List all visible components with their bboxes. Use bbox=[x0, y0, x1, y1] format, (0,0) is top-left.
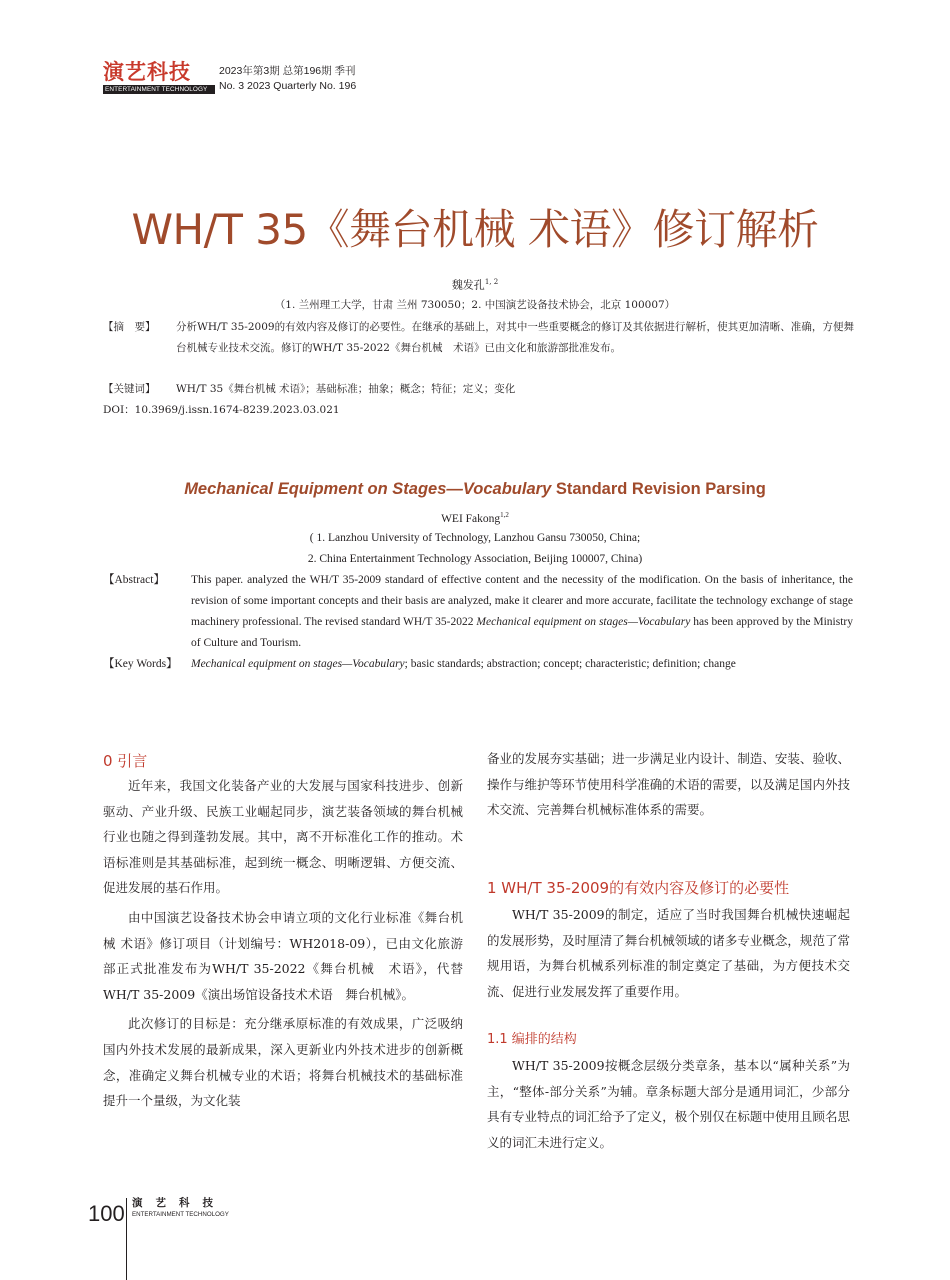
author-cn bbox=[0, 273, 950, 295]
issue-info-cn: 2023年第3期 总第196期 季刊 bbox=[219, 65, 356, 77]
paragraph-1: 近年来，我国文化装备产业的大发展与国家科技进步、创新驱动、产业升级、民族工业崛起同步，演艺装备领域的舞台机械行业也随之得到蓬勃发展。其中，离不开标准化工作的推动。术语标准则是其基础标准，起到统一概念、明晰逻辑、方便交流、促进发展的基石作用。 bbox=[103, 778, 463, 896]
section-0-heading: 0 引言 bbox=[103, 752, 148, 770]
english-title-italic: Mechanical Equipment on Stages—Vocabulary bbox=[184, 480, 552, 498]
paragraph-3: 此次修订的目标是：充分继承原标准的有效成果，广泛吸纳国内外技术发展的最新成果，深入更新业内外技术进步的创新概念，准确定义舞台机械专业的术语；将舞台机械技术的基础标准提升一个量级，为文化装 bbox=[103, 1016, 463, 1109]
english-keywords bbox=[191, 654, 853, 675]
right-column-section-1-1 bbox=[487, 1053, 850, 1155]
issue-info bbox=[219, 64, 356, 94]
paragraph-4: WH/T 35-2009的制定，适应了当时我国舞台机械快速崛起的发展形势，及时厘清了舞台机械领域的诸多专业概念，规范了常规用语，为舞台机械系列标准的制定奠定了基础，为方便技术交流、促进行业发展发挥了重要作用。 bbox=[487, 907, 850, 999]
english-author bbox=[0, 506, 950, 528]
english-affiliation-line2: 2. China Entertainment Technology Association, Beijing 100007, China) bbox=[307, 553, 643, 565]
english-title bbox=[0, 478, 950, 500]
english-affiliation-line1: ( 1. Lanzhou University of Technology, Lanzhou Gansu 730050, China; bbox=[309, 532, 641, 544]
page-number: 100 bbox=[88, 1201, 125, 1226]
journal-logo-cn: 演艺科技 bbox=[103, 60, 191, 84]
english-keywords-label: 【Key Words】 bbox=[103, 658, 178, 670]
paragraph-3-continued: 备业的发展夯实基础；进一步满足业内设计、制造、安装、验收、操作与维护等环节使用科学准确的术语的需要，以及满足国内外技术交流、完善舞台机械标准体系的需要。 bbox=[487, 751, 850, 818]
journal-logo-en: ENTERTAINMENT TECHNOLOGY bbox=[103, 85, 215, 94]
right-column-top bbox=[487, 746, 850, 823]
english-abstract bbox=[191, 570, 853, 654]
english-abstract-end: has been approved by the Ministry of Culture and Tourism. bbox=[191, 616, 854, 649]
journal-logo bbox=[103, 60, 215, 96]
affiliation-cn: （1. 兰州理工大学，甘肃 兰州 730050；2. 中国演艺设备技术协会，北京 100007） bbox=[274, 299, 676, 311]
doi: DOI：10.3969/j.issn.1674-8239.2023.03.021 bbox=[103, 404, 340, 416]
left-column bbox=[103, 773, 463, 1114]
english-author-affil-marker: 1,2 bbox=[500, 511, 509, 519]
english-abstract-italic: Mechanical equipment on stages—Vocabulary bbox=[476, 616, 691, 628]
abstract-label-cn: 【摘 要】 bbox=[103, 321, 156, 333]
footer-journal-en: ENTERTAINMENT TECHNOLOGY bbox=[132, 1211, 229, 1218]
footer-divider bbox=[126, 1198, 127, 1280]
article-title: WH/T 35《舞台机械 术语》修订解析 bbox=[131, 205, 819, 254]
english-title-rest: Standard Revision Parsing bbox=[551, 480, 766, 498]
english-abstract-label: 【Abstract】 bbox=[103, 574, 165, 586]
english-author-name: WEI Fakong bbox=[441, 512, 501, 525]
issue-info-en: No. 3 2023 Quarterly No. 196 bbox=[219, 80, 357, 92]
section-1-heading: 1 WH/T 35-2009的有效内容及修订的必要性 bbox=[487, 879, 790, 897]
keywords-label-cn: 【关键词】 bbox=[103, 383, 156, 395]
paragraph-5: WH/T 35-2009按概念层级分类章条，基本以“属种关系”为主，“整体-部分关系”为辅。章条标题大部分是通用词汇，少部分具有专业特点的词汇给予了定义，极个别仅在标题中使用且顾名思义的词汇未进行定义。 bbox=[487, 1058, 850, 1150]
english-keywords-italic: Mechanical equipment on stages—Vocabulary bbox=[191, 658, 405, 670]
right-column-section-1 bbox=[487, 902, 850, 1004]
author-name-cn: 魏发孔 bbox=[451, 278, 485, 292]
keywords-text-cn: WH/T 35《舞台机械 术语》；基础标准；抽象；概念；特征；定义；变化 bbox=[176, 383, 516, 395]
section-1-1-heading: 1.1 编排的结构 bbox=[487, 1032, 577, 1047]
paragraph-2: 由中国演艺设备技术协会申请立项的文化行业标准《舞台机械 术语》修订项目（计划编号：WH2018-09），已由文化旅游部正式批准发布为WH/T 35-2022《舞台机械 术语》，代替WH/T 35-2009《演出场馆设备技术术语 舞台机械》。 bbox=[103, 909, 463, 1002]
english-abstract-text: This paper. analyzed the WH/T 35-2009 standard of effective content and the necessity of the modification. On the basis of inheritance, the revision of some important concepts and their basis are analyzed, make it clearer and more accurate, facilitate the technology exchange of stage machinery professional. The revised standard WH/T 35-2022 bbox=[191, 574, 853, 628]
footer-journal-cn: 演艺科技 bbox=[132, 1197, 226, 1209]
abstract-text-cn: 分析WH/T 35-2009的有效内容及修订的必要性。在继承的基础上，对其中一些重要概念的修订及其依据进行解析，使其更加清晰、准确，方便舞台机械专业技术交流。修订的WH/T 35-2022《舞台机械 术语》已由文化和旅游部批准发布。 bbox=[176, 321, 854, 354]
author-affil-marker-cn: 1, 2 bbox=[484, 278, 499, 286]
english-keywords-text: ; basic standards; abstraction; concept; characteristic; definition; change bbox=[404, 658, 736, 670]
